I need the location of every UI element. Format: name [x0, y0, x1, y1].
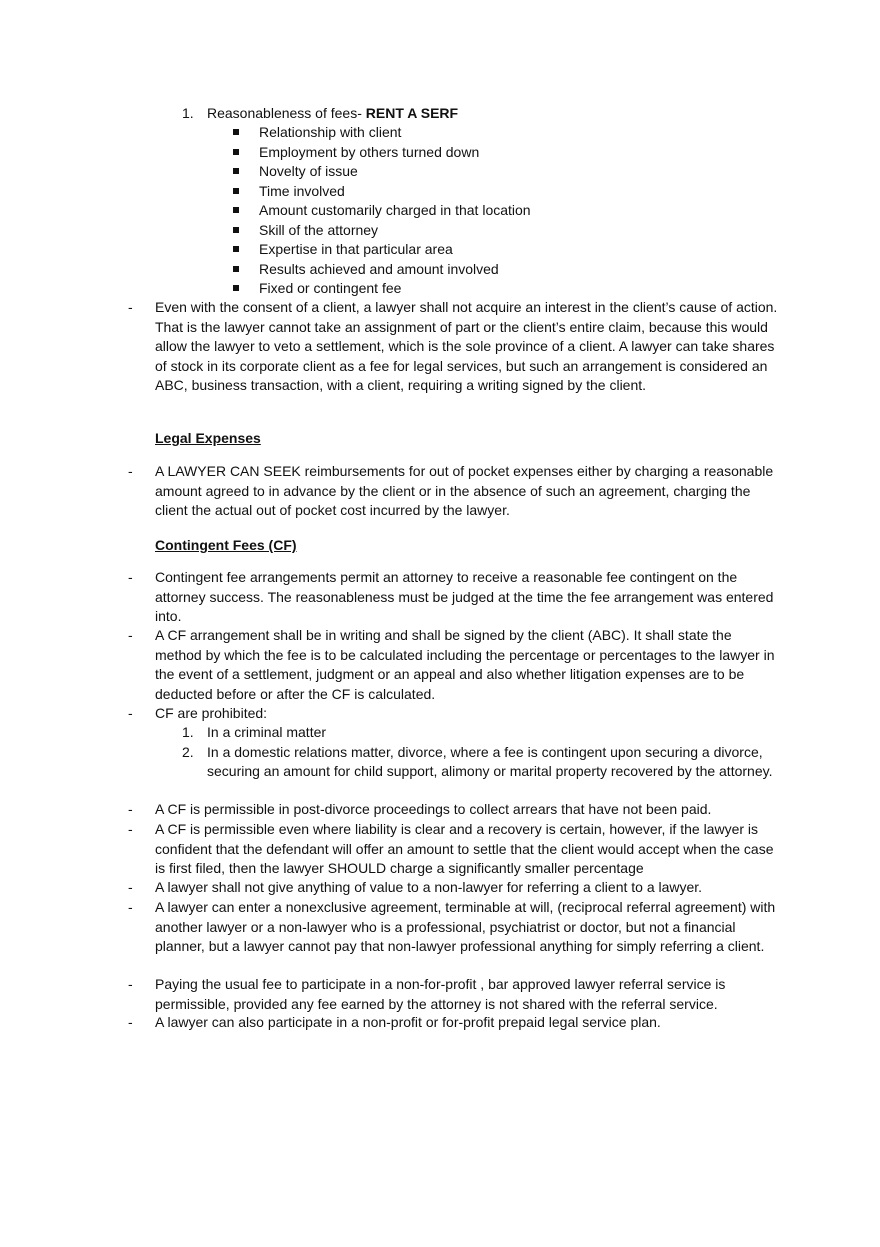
cf-item: - A CF is permissible even where liability is clear and a recovery is certain, however, if the lawyer is confident that the defendant will offer an amount to settle that the client would accept when the case is first filed, then the lawyer SHOULD charge a significantly smaller percentage: [128, 821, 774, 876]
reasonableness-label: Reasonableness of fees- RENT A SERF: [207, 105, 459, 121]
dash-marker: -: [128, 879, 133, 895]
square-bullet-icon: [233, 246, 239, 252]
rent-a-serf-acronym: RENT A SERF: [365, 105, 459, 121]
dash-marker: -: [128, 821, 133, 837]
dash-marker: -: [128, 705, 133, 721]
cf-item: - A CF arrangement shall be in writing and shall be signed by the client (ABC). It shall state the method by which the fee is to be calculated including the percentage or percentages to the lawyer in the event of a settlement, judgment or an appeal and also whether litigation expenses are to be deducted before or after the CF is calculated.: [128, 627, 775, 702]
factor-bullet: Novelty of issue: [233, 162, 753, 182]
dash-marker: -: [128, 899, 133, 915]
factor-bullet: Skill of the attorney: [233, 221, 753, 241]
list-number: 1.: [182, 105, 194, 121]
contingent-fees-heading: Contingent Fees (CF): [155, 537, 297, 553]
legal-expenses-heading: Legal Expenses: [155, 430, 261, 446]
factor-bullet: Results achieved and amount involved: [233, 260, 753, 280]
square-bullet-icon: [233, 266, 239, 272]
square-bullet-icon: [233, 227, 239, 233]
dash-marker: -: [128, 976, 133, 992]
legal-expenses-paragraph: - A LAWYER CAN SEEK reimbursements for out of pocket expenses either by charging a reasonable amount agreed to in advance by the client or in the absence of such an agreement, charging the client the actual out of pocket cost incurred by the lawyer.: [128, 463, 774, 518]
square-bullet-icon: [233, 129, 239, 135]
dash-marker: -: [128, 801, 133, 817]
dash-marker: -: [128, 1014, 133, 1030]
cf-item: - A lawyer shall not give anything of value to a non-lawyer for referring a client to a lawyer.: [128, 878, 780, 898]
dash-marker: -: [128, 299, 133, 315]
factor-bullet: Fixed or contingent fee: [233, 279, 753, 299]
reasonableness-item: [182, 104, 782, 124]
square-bullet-icon: [233, 285, 239, 291]
prohibited-item: 1. In a criminal matter: [182, 724, 327, 740]
cf-item: - A lawyer can enter a nonexclusive agreement, terminable at will, (reciprocal referral agreement) with another lawyer or a non-lawyer who is a professional, psychiatrist or doctor, but not a financial planner, but a lawyer cannot pay that non-lawyer professional anything for simply referring a client.: [128, 899, 776, 954]
factor-bullet: Relationship with client: [233, 123, 753, 143]
cf-item: - Contingent fee arrangements permit an attorney to receive a reasonable fee contingent on the attorney success. The reasonableness must be judged at the time the fee arrangement was entered into.: [128, 569, 774, 624]
factor-bullet: Time involved: [233, 182, 753, 202]
factor-bullet: Expertise in that particular area: [233, 240, 753, 260]
square-bullet-icon: [233, 188, 239, 194]
cf-item: - Paying the usual fee to participate in a non-for-profit , bar approved lawyer referral service is permissible, provided any fee earned by the attorney is not shared with the referral service.: [128, 976, 726, 1012]
square-bullet-icon: [233, 149, 239, 155]
dash-marker: -: [128, 627, 133, 643]
cf-item: - CF are prohibited:: [128, 704, 780, 724]
interest-paragraph: - Even with the consent of a client, a lawyer shall not acquire an interest in the client’s cause of action. That is the lawyer cannot take an assignment of part or the client’s entire claim, because this would allow the lawyer to veto a settlement, which is the sole province of a client. A lawyer can take shares of stock in its corporate client as a fee for legal services, but such an arrangement is considered an ABC, business transaction, with a client, requiring a writing signed by the client.: [128, 299, 778, 393]
cf-item: - A lawyer can also participate in a non-profit or for-profit prepaid legal service plan.: [128, 1013, 780, 1033]
factor-bullet: Amount customarily charged in that location: [233, 201, 753, 221]
dash-marker: -: [128, 569, 133, 585]
dash-marker: -: [128, 463, 133, 479]
square-bullet-icon: [233, 168, 239, 174]
square-bullet-icon: [233, 207, 239, 213]
prohibited-item: 2. In a domestic relations matter, divorce, where a fee is contingent upon securing a divorce, securing an amount for child support, alimony or marital property recovered by the attorney.: [182, 743, 773, 779]
cf-item: - A CF is permissible in post-divorce proceedings to collect arrears that have not been paid.: [128, 800, 780, 820]
factor-bullet: Employment by others turned down: [233, 143, 753, 163]
